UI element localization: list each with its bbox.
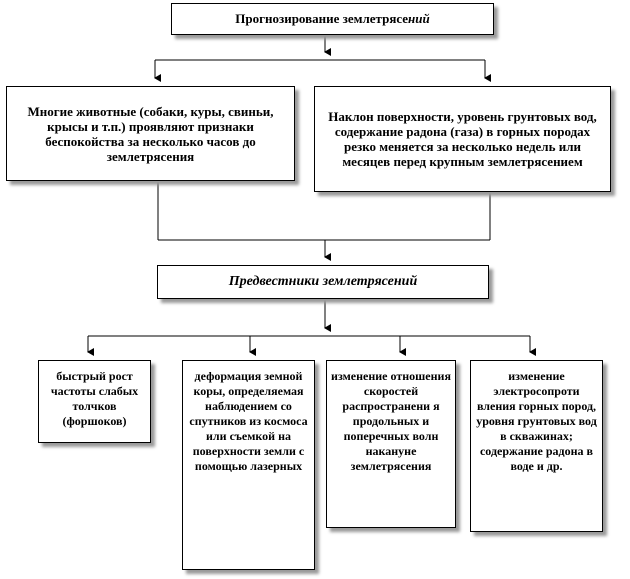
animals-box	[6, 86, 295, 181]
surface-radon-text: Наклон поверхности, уровень грунтовых вод, содержание радона (газа) в горных породах резко меняется за несколько недель или месяцев перед крупным землетрясением	[328, 109, 597, 169]
surface-radon-box	[314, 86, 611, 192]
forecast-title-part2: ний	[408, 11, 430, 26]
precursor-box-deformation	[182, 360, 315, 570]
precursor-box-wave-velocity	[326, 360, 456, 528]
precursor-text-1: быстрый рост частоты слабых толчков (форшоков)	[50, 369, 139, 428]
precursor-text-2: деформация земной коры, определяемая наблюдением со спутников из космоса или съемкой на поверхности земли с помощью лазерных	[189, 369, 308, 473]
precursor-box-resistivity	[470, 360, 603, 532]
forecast-title-box	[171, 3, 494, 35]
animals-text: Многие животные (собаки, куры, свиньи, крысы и т.п.) проявляют признаки беспокойства за несколько часов до землетрясения	[27, 103, 274, 164]
precursors-title-box	[157, 265, 489, 299]
precursor-text-3: изменение отношения скоростей распространени я продольных и поперечных волн накануне землетрясения	[331, 369, 451, 473]
precursors-title: Предвестники землетрясений	[228, 274, 418, 289]
precursor-text-4: изменение электросопроти вления горных пород, уровня грунтовых вод в скважинах; содержание радона в воде и др.	[476, 369, 597, 473]
forecast-title-part1: Прогнозирование землетрясе	[235, 11, 409, 26]
precursor-box-foreshocks	[38, 360, 151, 443]
